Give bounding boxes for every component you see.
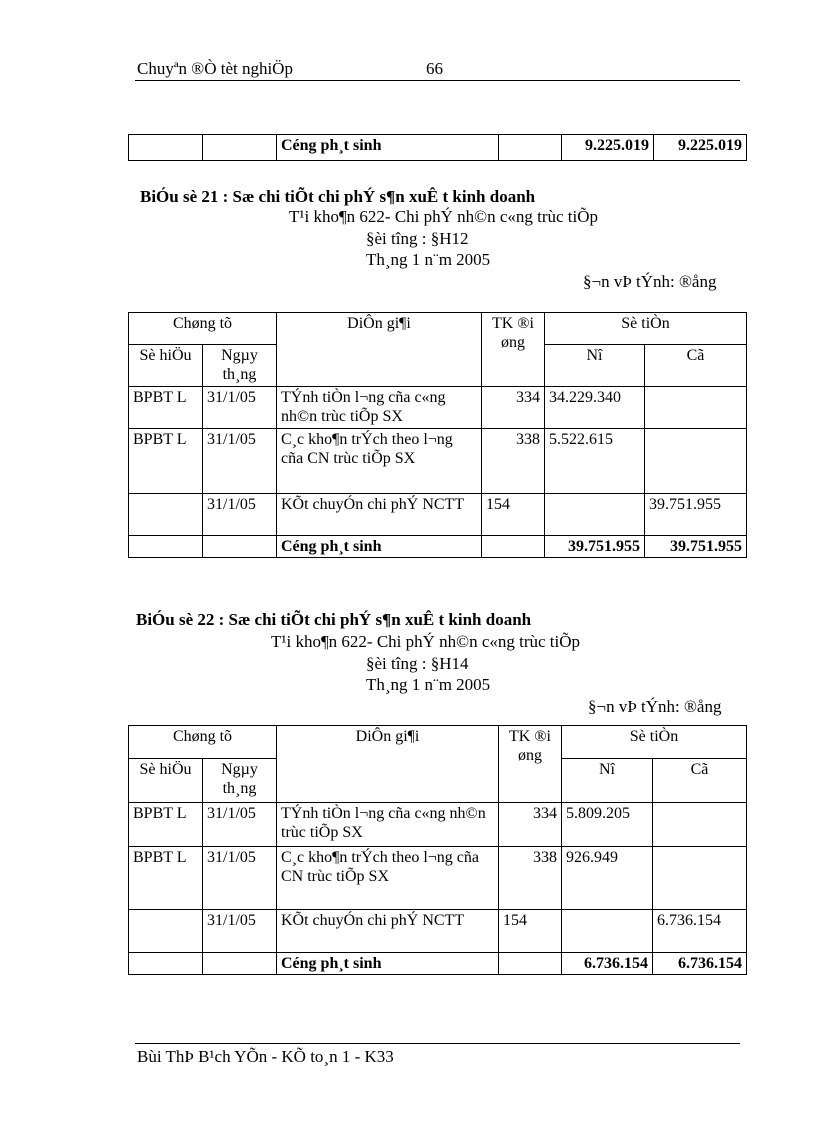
report21-period: Th¸ng 1 n¨m 2005 (366, 250, 491, 269)
cell-number: BPBT L (129, 847, 203, 910)
cell-description: C¸c kho¶n trÝch theo l¬ng cña CN trùc tiÕp SX (277, 847, 499, 910)
cell-account: 154 (499, 910, 562, 953)
col-header-doc: Chøng tõ (129, 313, 277, 345)
total-debit: 39.751.955 (545, 536, 645, 558)
cell-credit (653, 803, 747, 847)
cell-debit (545, 494, 645, 536)
col-header-amount: Sè tiÒn (545, 313, 747, 345)
table-row (129, 135, 747, 161)
cell-date: 31/1/05 (203, 847, 277, 910)
table-row (129, 387, 747, 429)
cell-debit: 5.809.205 (562, 803, 653, 847)
col-header-debit: Nî (562, 759, 653, 803)
table-header-row (129, 313, 747, 345)
cell-debit: 34.229.340 (545, 387, 645, 429)
col-header-amount: Sè tiÒn (562, 726, 747, 759)
col-header-credit: Cã (653, 759, 747, 803)
col-header-date: Ngµy th¸ng (203, 759, 277, 803)
report22-object: §èi tîng : §H14 (366, 654, 469, 673)
col-header-debit: Nî (545, 345, 645, 387)
col-header-description: DiÔn gi¶i (277, 726, 499, 803)
cell-date: 31/1/05 (203, 910, 277, 953)
cell-account: 338 (482, 429, 545, 494)
table-total-row (129, 953, 747, 975)
cell-date: 31/1/05 (203, 429, 277, 494)
cell-account: 334 (482, 387, 545, 429)
table-row (129, 847, 747, 910)
total-credit: 9.225.019 (654, 135, 747, 161)
cell-credit: 39.751.955 (645, 494, 747, 536)
total-debit: 9.225.019 (562, 135, 654, 161)
cell-credit (645, 429, 747, 494)
col-header-number: Sè hiÖu (129, 345, 203, 387)
col-header-number: Sè hiÖu (129, 759, 203, 803)
col-header-account: TK ®i øng (482, 313, 545, 387)
cell-credit: 6.736.154 (653, 910, 747, 953)
page-number: 66 (426, 59, 443, 78)
cell-number (129, 910, 203, 953)
cell-account: 338 (499, 847, 562, 910)
table-row (129, 803, 747, 847)
report21-unit: §¬n vÞ tÝnh: ®ång (583, 272, 717, 291)
cell-debit: 926.949 (562, 847, 653, 910)
col-header-description: DiÔn gi¶i (277, 313, 482, 387)
footer-divider (135, 1043, 740, 1044)
col-header-date: Ngµy th¸ng (203, 345, 277, 387)
report21-title: BiÓu sè 21 : Sæ chi tiÕt chi phÝ s¶n xuÊ t kinh doanh (140, 187, 536, 206)
cell-debit: 5.522.615 (545, 429, 645, 494)
cell-credit (645, 387, 747, 429)
report21-table (128, 312, 747, 558)
cell-description: KÕt chuyÓn chi phÝ NCTT (277, 910, 499, 953)
cell-date: 31/1/05 (203, 387, 277, 429)
continuation-table (128, 134, 747, 161)
report22-title: BiÓu sè 22 : Sæ chi tiÕt chi phÝ s¶n xuÊ t kinh doanh (136, 610, 532, 629)
cell-description: TÝnh tiÒn l¬ng cña c«ng nh©n trùc tiÕp SX (277, 803, 499, 847)
table-row (129, 429, 747, 494)
total-debit: 6.736.154 (562, 953, 653, 975)
cell-number: BPBT L (129, 429, 203, 494)
total-credit: 6.736.154 (653, 953, 747, 975)
cell-description: TÝnh tiÒn l¬ng cña c«ng nh©n trùc tiÕp SX (277, 387, 482, 429)
cell-number: BPBT L (129, 387, 203, 429)
page-header-title: Chuyªn ®Ò tèt nghiÖp (137, 59, 293, 78)
cell-account: 334 (499, 803, 562, 847)
cell-number: BPBT L (129, 803, 203, 847)
table-total-row (129, 536, 747, 558)
cell-date: 31/1/05 (203, 494, 277, 536)
cell-account: 154 (482, 494, 545, 536)
report21-account: T¹i kho¶n 622- Chi phÝ nh©n c«ng trùc tiÕp (289, 207, 599, 226)
cell-description: C¸c kho¶n trÝch theo l¬ng cña CN trùc tiÕp SX (277, 429, 482, 494)
report22-unit: §¬n vÞ tÝnh: ®ång (588, 697, 722, 716)
total-label: Céng ph¸t sinh (277, 953, 499, 975)
report22-account: T¹i kho¶n 622- Chi phÝ nh©n c«ng trùc tiÕp (271, 632, 581, 651)
page-footer-text: Bùi ThÞ B¹ch YÕn - KÕ to¸n 1 - K33 (137, 1047, 394, 1066)
header-divider (135, 80, 740, 81)
total-credit: 39.751.955 (645, 536, 747, 558)
cell-description: KÕt chuyÓn chi phÝ NCTT (277, 494, 482, 536)
col-header-credit: Cã (645, 345, 747, 387)
table-row (129, 494, 747, 536)
report22-table (128, 725, 747, 975)
cell-debit (562, 910, 653, 953)
cell-number (129, 494, 203, 536)
table-row (129, 910, 747, 953)
total-label: Céng ph¸t sinh (277, 135, 499, 161)
cell-date: 31/1/05 (203, 803, 277, 847)
report22-period: Th¸ng 1 n¨m 2005 (366, 675, 491, 694)
cell-credit (653, 847, 747, 910)
table-header-row (129, 726, 747, 759)
col-header-account: TK ®i øng (499, 726, 562, 803)
total-label: Céng ph¸t sinh (277, 536, 482, 558)
report21-object: §èi tîng : §H12 (366, 229, 469, 248)
col-header-doc: Chøng tõ (129, 726, 277, 759)
